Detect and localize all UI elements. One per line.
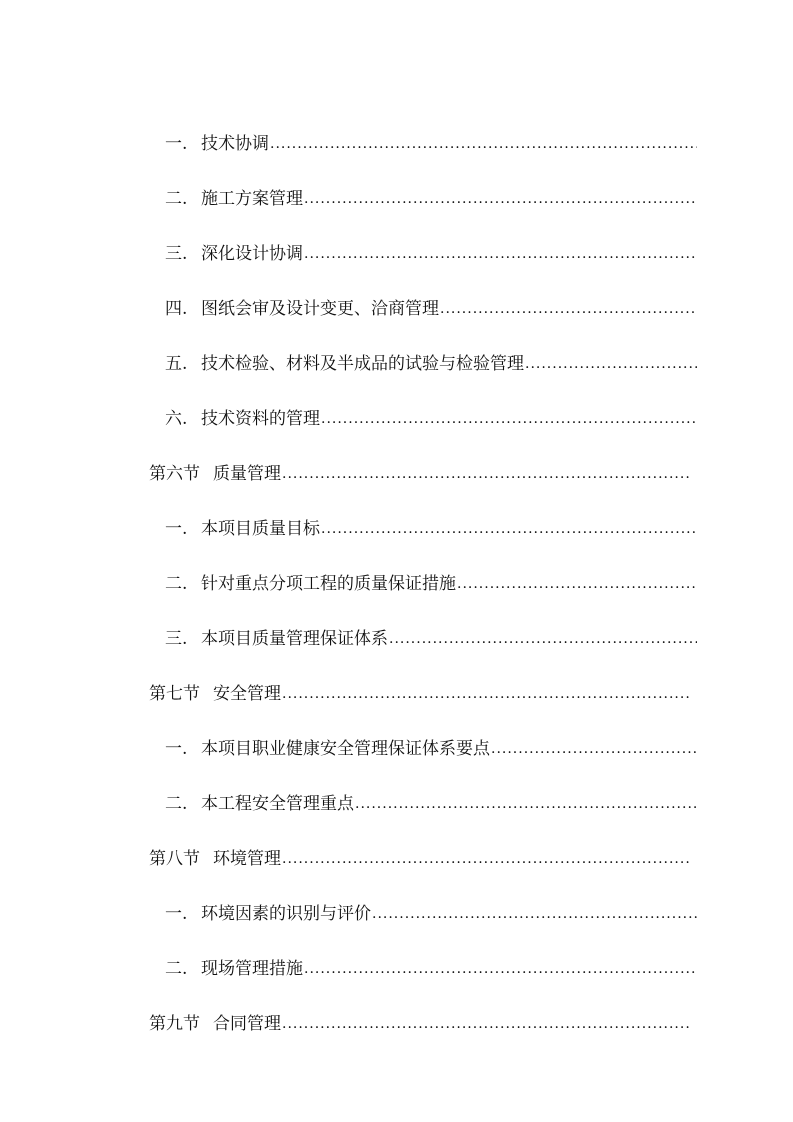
toc-section-title: 安全管理 (213, 683, 281, 704)
dot-leader (321, 518, 697, 540)
toc-entry-number: 六. (165, 408, 188, 429)
toc-entry-title: 本工程安全管理重点 (201, 793, 354, 814)
dot-leader (440, 298, 697, 320)
toc-entry-title: 施工方案管理 (201, 188, 303, 209)
toc-entry[interactable] (0, 226, 697, 281)
toc-entry[interactable] (0, 721, 697, 776)
dot-leader (282, 1013, 691, 1035)
toc-entry-number: 一. (165, 903, 188, 924)
toc-entry-title: 图纸会审及设计变更、洽商管理 (201, 298, 439, 319)
toc-entry-number: 五. (165, 353, 188, 374)
toc-section[interactable] (0, 996, 691, 1051)
dot-leader (304, 188, 697, 210)
toc-section[interactable] (0, 831, 691, 886)
dot-leader (321, 408, 697, 430)
toc-section[interactable] (0, 666, 691, 721)
toc-entry-number: 二. (165, 188, 188, 209)
toc-entry[interactable] (0, 171, 697, 226)
toc-entry-number: 一. (165, 133, 188, 154)
dot-leader (525, 353, 697, 375)
toc-entry[interactable] (0, 611, 697, 666)
toc-section-number: 第九节 (149, 1013, 200, 1034)
toc-section-number: 第七节 (149, 683, 200, 704)
dot-leader (282, 463, 691, 485)
toc-entry-number: 二. (165, 793, 188, 814)
toc-section-title: 合同管理 (213, 1013, 281, 1034)
toc-section-number: 第八节 (149, 848, 200, 869)
dot-leader (304, 958, 697, 980)
toc-entry[interactable] (0, 556, 697, 611)
toc-section-title: 环境管理 (213, 848, 281, 869)
toc-entry-title: 技术资料的管理 (201, 408, 320, 429)
toc-entry-title: 环境因素的识别与评价 (201, 903, 371, 924)
dot-leader (491, 738, 697, 760)
dot-leader (304, 243, 697, 265)
toc-entry-title: 本项目质量管理保证体系 (201, 628, 388, 649)
toc-entry-title: 技术协调 (201, 133, 269, 154)
toc-entry-number: 二. (165, 958, 188, 979)
dot-leader (389, 628, 697, 650)
toc-entry-number: 三. (165, 628, 188, 649)
table-of-contents (0, 116, 793, 1051)
toc-entry[interactable] (0, 281, 697, 336)
toc-section-title: 质量管理 (213, 463, 281, 484)
toc-entry-number: 三. (165, 243, 188, 264)
toc-entry[interactable] (0, 116, 697, 171)
dot-leader (282, 683, 691, 705)
toc-entry-title: 本项目职业健康安全管理保证体系要点 (201, 738, 490, 759)
toc-entry-number: 一. (165, 738, 188, 759)
dot-leader (372, 903, 697, 925)
toc-entry-number: 四. (165, 298, 188, 319)
toc-entry-title: 技术检验、材料及半成品的试验与检验管理 (201, 353, 524, 374)
toc-entry-number: 一. (165, 518, 188, 539)
toc-entry-number: 二. (165, 573, 188, 594)
toc-entry[interactable] (0, 886, 697, 941)
toc-entry[interactable] (0, 941, 697, 996)
toc-entry-title: 深化设计协调 (201, 243, 303, 264)
toc-entry[interactable] (0, 776, 697, 831)
toc-section[interactable] (0, 446, 691, 501)
dot-leader (282, 848, 691, 870)
toc-entry-title: 针对重点分项工程的质量保证措施 (201, 573, 456, 594)
toc-entry-title: 本项目质量目标 (201, 518, 320, 539)
toc-section-number: 第六节 (149, 463, 200, 484)
toc-entry[interactable] (0, 391, 697, 446)
dot-leader (270, 133, 697, 155)
dot-leader (355, 793, 697, 815)
toc-entry-title: 现场管理措施 (201, 958, 303, 979)
toc-entry[interactable] (0, 501, 697, 556)
dot-leader (457, 573, 697, 595)
toc-entry[interactable] (0, 336, 697, 391)
